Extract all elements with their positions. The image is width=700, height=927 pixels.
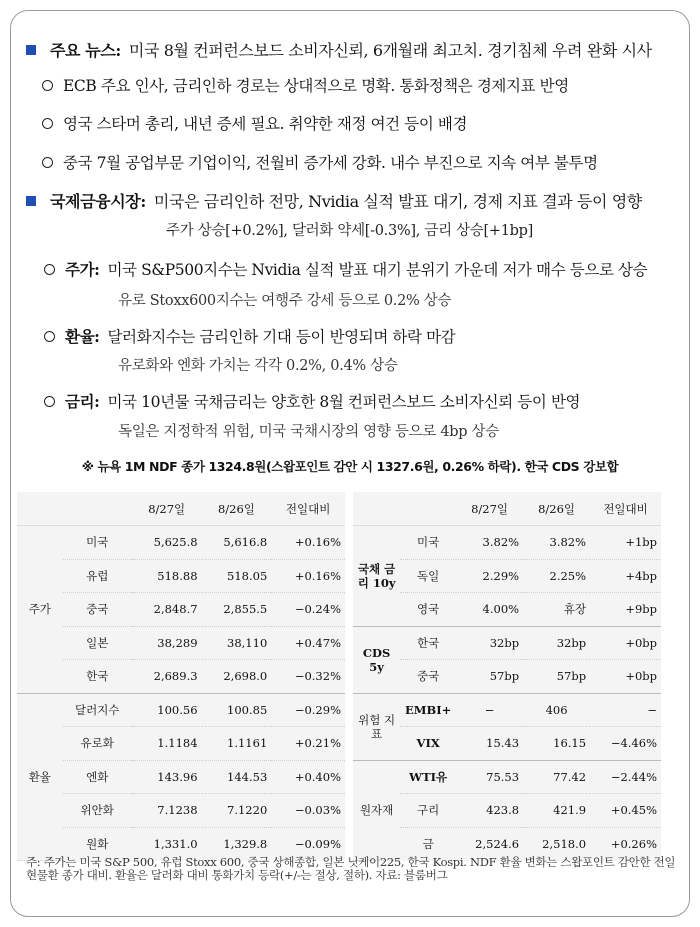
- row-label: 독일: [400, 559, 456, 593]
- news-bullet-text: ECB 주요 인사, 금리인하 경로는 상대적으로 명확. 통화정책은 경제지표 반영: [63, 77, 569, 95]
- value-cell: 3.82%: [523, 526, 590, 560]
- value-cell: −: [456, 693, 523, 727]
- stock-label: 주가:: [65, 260, 100, 279]
- value-cell: 423.8: [456, 794, 523, 828]
- row-label: EMBI+: [400, 693, 456, 727]
- table-row: [353, 760, 661, 794]
- row-label: WTI유: [400, 760, 456, 794]
- change-cell: +1bp: [590, 526, 661, 560]
- table-header-row: [17, 492, 345, 526]
- group-label: 국채 금리 10y: [353, 526, 400, 627]
- circle-bullet-icon: [42, 118, 53, 129]
- change-cell: −: [590, 693, 661, 727]
- value-cell: 144.53: [202, 760, 272, 794]
- group-label: 환율: [17, 693, 63, 860]
- change-cell: +0.16%: [271, 526, 345, 560]
- circle-bullet-icon: [44, 264, 55, 275]
- value-cell: 100.56: [132, 693, 202, 727]
- value-cell: 2,524.6: [475, 836, 520, 851]
- table-row: [17, 626, 345, 660]
- table-row: [353, 626, 661, 660]
- table-row: [17, 526, 345, 560]
- table-row: [17, 727, 345, 761]
- change-cell: −0.32%: [271, 660, 345, 694]
- news-bullet: [42, 74, 569, 96]
- value-cell: 5,616.8: [202, 526, 272, 560]
- fx-sub: 유로화와 엔화 가치는 각각 0.2%, 0.4% 상승: [118, 358, 398, 374]
- row-label: 영국: [400, 593, 456, 627]
- market-summary: 주가 상승[+0.2%], 달러화 약세[-0.3%], 금리 상승[+1bp]: [166, 223, 533, 239]
- row-label: 한국: [400, 626, 456, 660]
- market-item-stock: [44, 258, 647, 280]
- group-label: 원자재: [353, 760, 400, 860]
- circle-bullet-icon: [42, 157, 53, 168]
- market-line: [26, 189, 642, 212]
- value-cell: 2,848.7: [132, 593, 202, 627]
- change-cell: −0.03%: [271, 794, 345, 828]
- value-cell: 1.1184: [132, 727, 202, 761]
- news-bullet-text: 중국 7월 공업부문 기업이익, 전월비 증가세 강화. 내수 부진으로 지속 여부 불투명: [63, 154, 598, 172]
- col-header: 8/26일: [202, 492, 272, 526]
- value-cell: 2.25%: [523, 559, 590, 593]
- row-label: 위안화: [63, 794, 132, 828]
- group-label: 주가: [17, 526, 63, 694]
- footnote: 주: 주가는 미국 S&P 500, 유럽 Stoxx 600, 중국 상해종합, 일본 닛케이225, 한국 Kospi. NDF 환율 변화는 스왑포인트 감안한 전일 현물환 종가 대비. 환율은 달러화 대비 통화가치 등락(+/-는 절상, 절하). 자료: 블룸버그: [26, 855, 676, 882]
- value-cell: 100.85: [202, 693, 272, 727]
- rate-sub: 독일은 지정학적 위험, 미국 국채시장의 영향 등으로 4bp 상승: [118, 424, 499, 440]
- row-label: 유로화: [63, 727, 132, 761]
- value-cell: 38,289: [132, 626, 202, 660]
- col-header: 8/27일: [456, 492, 523, 526]
- value-cell: 518.88: [132, 559, 202, 593]
- change-cell: +0.47%: [271, 626, 345, 660]
- left-market-table: [17, 492, 345, 861]
- value-cell: 2,689.3: [132, 660, 202, 694]
- change-cell: −0.29%: [271, 693, 345, 727]
- col-header: 8/27일: [132, 492, 202, 526]
- table-row: [353, 526, 661, 560]
- row-label: 원화: [86, 836, 109, 851]
- circle-bullet-icon: [44, 396, 55, 407]
- table-row: [17, 660, 345, 694]
- change-cell: −2.44%: [590, 760, 661, 794]
- value-cell: 77.42: [523, 760, 590, 794]
- value-cell: 7.1220: [202, 794, 272, 828]
- news-bullet: [42, 112, 467, 134]
- change-cell: +0bp: [590, 626, 661, 660]
- market-item-fx: [44, 325, 455, 347]
- row-label: 일본: [63, 626, 132, 660]
- table-row: [353, 693, 661, 727]
- value-cell: 15.43: [456, 727, 523, 761]
- value-cell: 1,331.0: [153, 836, 198, 851]
- table-row: [17, 693, 345, 727]
- row-label: VIX: [400, 727, 456, 761]
- ndf-note: ※ 뉴욕 1M NDF 종가 1324.8원(스왑포인트 감안 시 1327.6원, 0.26% 하락). 한국 CDS 강보합: [81, 459, 619, 474]
- value-cell: 7.1238: [132, 794, 202, 828]
- col-header: 전일대비: [590, 492, 661, 526]
- change-cell: +9bp: [590, 593, 661, 627]
- change-cell: +4bp: [590, 559, 661, 593]
- row-label: 중국: [63, 593, 132, 627]
- group-label: 위험 지표: [353, 693, 400, 760]
- value-cell: 143.96: [132, 760, 202, 794]
- main-news-text: 미국 8월 컨퍼런스보드 소비자신뢰, 6개월래 최고치. 경기침체 우려 완화 시사: [128, 41, 652, 60]
- market-text: 미국은 금리인하 전망, Nvidia 실적 발표 대기, 경제 지표 결과 등이 영향: [153, 192, 642, 211]
- value-cell: 휴장: [523, 593, 590, 627]
- circle-bullet-icon: [44, 331, 55, 342]
- value-cell: 57bp: [456, 660, 523, 694]
- right-market-table: [353, 492, 661, 861]
- row-label: 금: [422, 836, 434, 851]
- market-label: 국제금융시장:: [50, 192, 146, 211]
- value-cell: 32bp: [523, 626, 590, 660]
- value-cell: 2.29%: [456, 559, 523, 593]
- value-cell: 5,625.8: [132, 526, 202, 560]
- change-cell: +0bp: [590, 660, 661, 694]
- fx-label: 환율:: [65, 327, 100, 346]
- value-cell: 1,329.8: [223, 836, 268, 851]
- value-cell: 32bp: [456, 626, 523, 660]
- change-cell: +0.45%: [590, 794, 661, 828]
- value-cell: 4.00%: [456, 593, 523, 627]
- main-news-label: 주요 뉴스:: [50, 41, 121, 60]
- change-cell: +0.21%: [271, 727, 345, 761]
- table-row: [17, 559, 345, 593]
- main-news-line: [26, 38, 652, 61]
- change-cell: +0.40%: [271, 760, 345, 794]
- change-cell: +0.26%: [610, 836, 657, 851]
- row-label: 달러지수: [63, 693, 132, 727]
- change-cell: −0.09%: [294, 836, 341, 851]
- row-label: 유럽: [63, 559, 132, 593]
- change-cell: +0.16%: [271, 559, 345, 593]
- row-label: 구리: [400, 794, 456, 828]
- square-bullet-icon: [26, 196, 36, 206]
- table-row: [17, 593, 345, 627]
- value-cell: 406: [523, 693, 590, 727]
- circle-bullet-icon: [42, 80, 53, 91]
- table-row: [17, 794, 345, 828]
- row-label: 중국: [400, 660, 456, 694]
- fx-text: 달러화지수는 금리인하 기대 등이 반영되며 하락 마감: [107, 328, 456, 346]
- table-row: [17, 760, 345, 794]
- change-cell: −0.24%: [271, 593, 345, 627]
- stock-sub: 유로 Stoxx600지수는 여행주 강세 등으로 0.2% 상승: [118, 293, 452, 309]
- value-cell: 2,698.0: [202, 660, 272, 694]
- row-label: 미국: [400, 526, 456, 560]
- value-cell: 1.1161: [202, 727, 272, 761]
- market-item-rate: [44, 390, 580, 412]
- news-bullet: [42, 151, 598, 173]
- news-bullet-text: 영국 스타머 총리, 내년 증세 필요. 취약한 재정 여건 등이 배경: [63, 115, 468, 133]
- stock-text: 미국 S&P500지수는 Nvidia 실적 발표 대기 분위기 가운데 저가 매수 등으로 상승: [107, 261, 648, 279]
- value-cell: 16.15: [523, 727, 590, 761]
- change-cell: −4.46%: [590, 727, 661, 761]
- rate-label: 금리:: [65, 392, 100, 411]
- value-cell: 57bp: [523, 660, 590, 694]
- value-cell: 2,855.5: [202, 593, 272, 627]
- value-cell: 75.53: [456, 760, 523, 794]
- square-bullet-icon: [26, 45, 36, 55]
- row-label: 미국: [63, 526, 132, 560]
- table-header-row: [353, 492, 661, 526]
- value-cell: 2,518.0: [542, 836, 587, 851]
- value-cell: 3.82%: [456, 526, 523, 560]
- rate-text: 미국 10년물 국채금리는 양호한 8월 컨퍼런스보드 소비자신뢰 등이 반영: [107, 393, 581, 411]
- col-header: 8/26일: [523, 492, 590, 526]
- group-label: CDS 5y: [353, 626, 400, 693]
- col-header: 전일대비: [271, 492, 345, 526]
- value-cell: 518.05: [202, 559, 272, 593]
- value-cell: 421.9: [523, 794, 590, 828]
- row-label: 한국: [63, 660, 132, 694]
- value-cell: 38,110: [202, 626, 272, 660]
- row-label: 엔화: [63, 760, 132, 794]
